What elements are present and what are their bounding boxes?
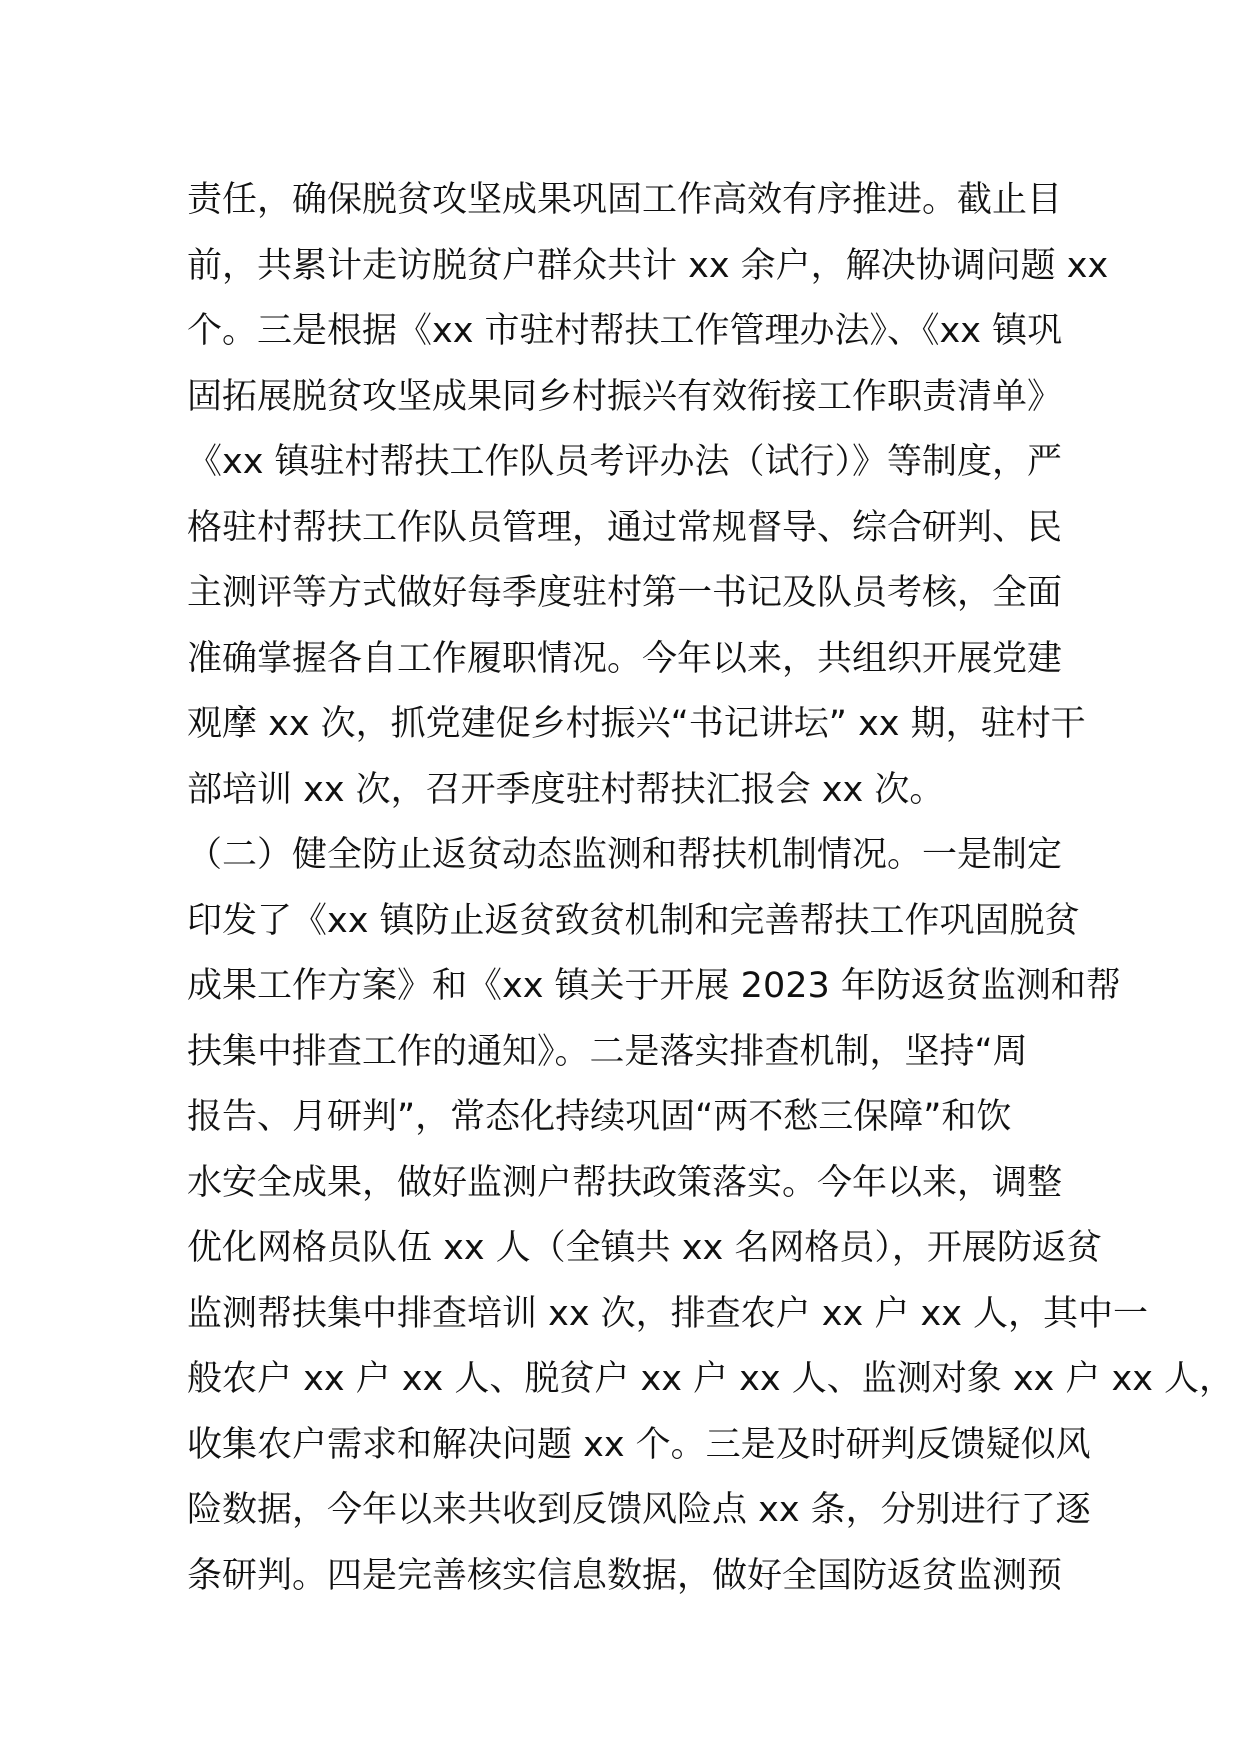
text-line: 个。三是根据《xx 市驻村帮扶工作管理办法》、《xx 镇巩 [187, 311, 1063, 351]
text-line: 前，共累计走访脱贫户群众共计 xx 余户，解决协调问题 xx [187, 245, 1109, 286]
section-heading-line: （二）健全防止返贫动态监测和帮扶机制情况。一是制定 [187, 835, 1063, 875]
text-line: 般农户 xx 户 xx 人、脱贫户 xx 户 xx 人、监测对象 xx 户 xx 人， [187, 1359, 1235, 1399]
text-line: 扶集中排查工作的通知》。二是落实排查机制，坚持“周 [187, 1031, 1028, 1072]
text-line: 收集农户需求和解决问题 xx 个。三是及时研判反馈疑似风 [187, 1424, 1091, 1465]
text-line: 责任，确保脱贫攻坚成果巩固工作高效有序推进。截止目 [187, 180, 1063, 220]
text-line: 准确掌握各自工作履职情况。今年以来，共组织开展党建 [187, 638, 1063, 679]
text-line: 优化网格员队伍 xx 人（全镇共 xx 名网格员），开展防返贫 [187, 1228, 1102, 1268]
text-line: 险数据，今年以来共收到反馈风险点 xx 条，分别进行了逐 [187, 1490, 1091, 1530]
text-line: 部培训 xx 次，召开季度驻村帮扶汇报会 xx 次。 [187, 769, 945, 810]
text-line: 报告、月研判”，常态化持续巩固“两不愁三保障”和饮 [187, 1097, 1012, 1137]
text-line: 印发了《xx 镇防止返贫致贫机制和完善帮扶工作巩固脱贫 [187, 900, 1080, 941]
text-line: 成果工作方案》和《xx 镇关于开展 2023 年防返贫监测和帮 [187, 966, 1121, 1006]
text-line: 条研判。四是完善核实信息数据，做好全国防返贫监测预 [187, 1555, 1063, 1596]
text-line: 监测帮扶集中排查培训 xx 次，排查农户 xx 户 xx 人，其中一 [187, 1293, 1149, 1334]
body-text [187, 168, 1235, 1609]
text-line: 主测评等方式做好每季度驻村第一书记及队员考核，全面 [187, 573, 1063, 613]
text-line: 《xx 镇驻村帮扶工作队员考评办法（试行）》等制度，严 [187, 442, 1063, 482]
text-line: 格驻村帮扶工作队员管理，通过常规督导、综合研判、民 [187, 507, 1063, 548]
text-line: 固拓展脱贫攻坚成果同乡村振兴有效衔接工作职责清单》 [187, 376, 1063, 417]
text-line: 观摩 xx 次，抓党建促乡村振兴“书记讲坛” xx 期，驻村干 [187, 704, 1086, 744]
text-line: 水安全成果，做好监测户帮扶政策落实。今年以来，调整 [187, 1162, 1063, 1203]
